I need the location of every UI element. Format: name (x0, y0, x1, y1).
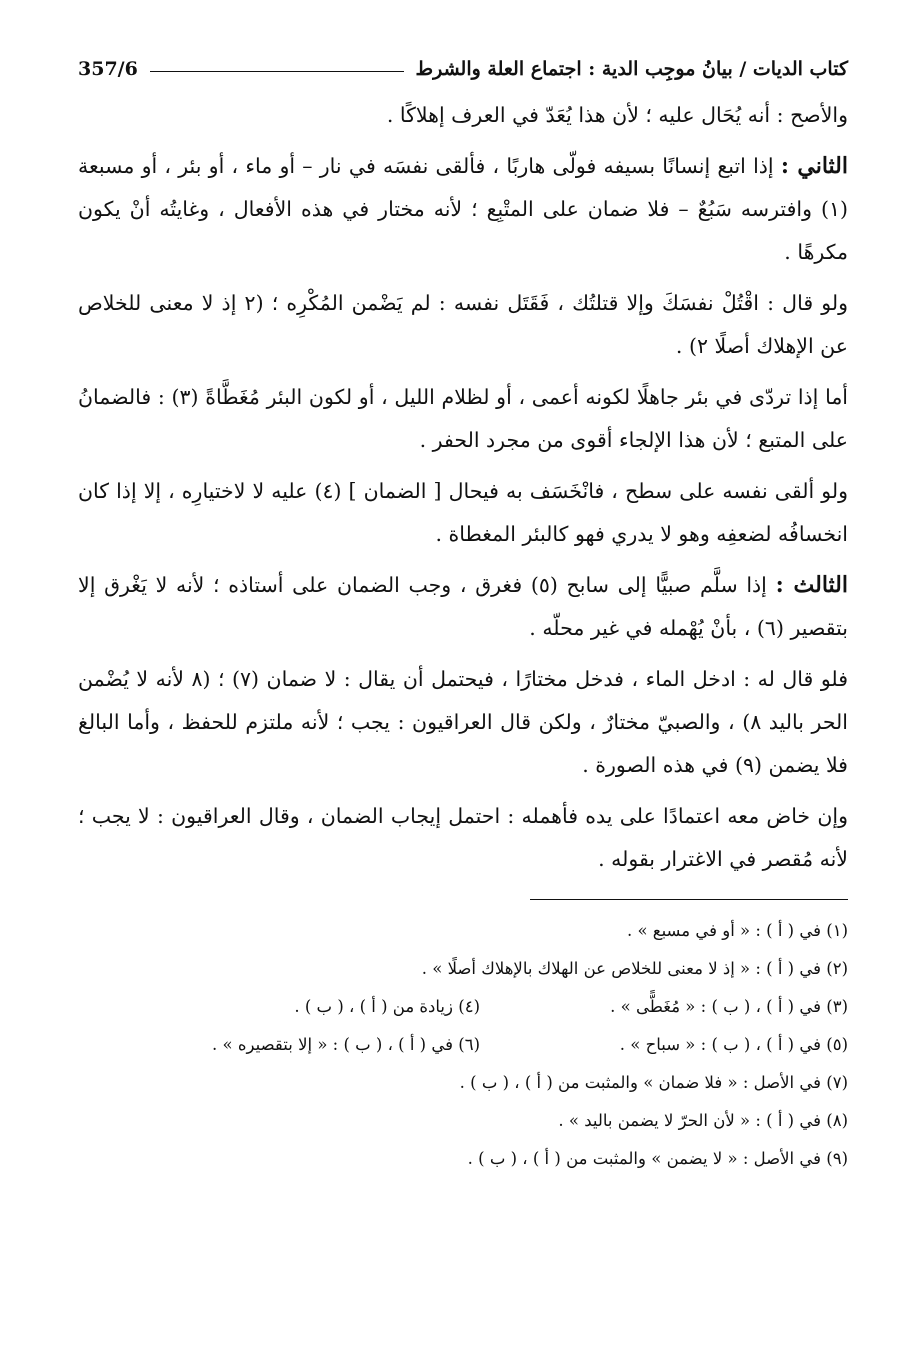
paragraph-text: إذا اتبع إنسانًا بسيفه فولّى هاربًا ، فألقى نفسَه في نار – أو ماء ، أو بئر ، أو مسبعة (١) وافترسه سَبُعٌ – فلا ضمان على المتْبِع ؛ لأنه مختار في هذه الأفعال ، وغايتُه أنْ يكون مكرهًا . (78, 154, 848, 264)
footnote-rule (530, 899, 848, 900)
section-lead: الثالث : (775, 572, 848, 598)
footnote-row (78, 988, 848, 1026)
footnotes (78, 912, 848, 1178)
paragraph-7 (78, 658, 848, 787)
paragraph-text: ولو ألقى نفسه على سطح ، فانْخَسَف به فيحال [ الضمان ] (٤) عليه لا لاختيارِه ، إلا إذا كان انخسافُه لضعفِه وهو لا يدري فهو كالبئر المغطاة . (78, 479, 848, 546)
paragraph-text: فلو قال له : ادخل الماء ، فدخل مختارًا ، فيحتمل أن يقال : لا ضمان (٧) ؛ (٨ لأنه لا يُضْمن الحر باليد ٨) ، والصبيّ مختارٌ ، ولكن قال العراقيون : يجب ؛ لأنه ملتزم للحفظ ، وأما البالغ فلا يضمن (٩) في هذه الصورة . (78, 667, 848, 777)
section-lead: الثاني : (780, 153, 848, 179)
body-text (78, 94, 848, 881)
footnote-row (78, 1026, 848, 1064)
header-title: كتاب الديات / بيانُ موجِب الدية : اجتماع العلة والشرط (415, 58, 848, 80)
paragraph-5 (78, 470, 848, 556)
paragraph-8 (78, 795, 848, 881)
footnote-9: (٩) في الأصل : « لا يضمن » والمثبت من ( أ ) ، ( ب ) . (467, 1149, 848, 1168)
header-rule (150, 71, 404, 72)
paragraph-text: إذا سلَّم صبيًّا إلى سابح (٥) فغرق ، وجب الضمان على أستاذه ؛ لأنه لا يَغْرق إلا بتقصير (٦) ، بأنْ يُهْمله في غير محلّه . (78, 573, 848, 640)
footnote-2: (٢) في ( أ ) : « إذ لا معنى للخلاص عن الهلاك بالإهلاك أصلًا » . (421, 959, 848, 978)
footnote-8: (٨) في ( أ ) : « لأن الحرّ لا يضمن باليد » . (558, 1111, 848, 1130)
footnote-4: (٤) زيادة من ( أ ) ، ( ب ) . (294, 997, 480, 1016)
paragraph-2 (78, 145, 848, 274)
footnote-3: (٣) في ( أ ) ، ( ب ) : « مُغَطًّى » . (610, 997, 848, 1016)
page (78, 52, 848, 1178)
paragraph-6 (78, 564, 848, 650)
paragraph-4 (78, 376, 848, 462)
footnote-5: (٥) في ( أ ) ، ( ب ) : « سباح » . (619, 1035, 848, 1054)
paragraph-text: وإن خاض معه اعتمادًا على يده فأهمله : احتمل إيجاب الضمان ، وقال العراقيون : لا يجب ؛ لأنه مُقصر في الاغترار بقوله . (78, 804, 848, 871)
footnote-7: (٧) في الأصل : « فلا ضمان » والمثبت من ( أ ) ، ( ب ) . (459, 1073, 848, 1092)
paragraph-text: ولو قال : اقْتُلْ نفسَكَ وإلا قتلتُك ، فَقَتَل نفسه : لم يَضْمن المُكْرِه ؛ (٢ إذ لا معنى للخلاص عن الإهلاك أصلًا ٢) . (78, 291, 849, 358)
footnote-1: (١) في ( أ ) : « أو في مسبع » . (626, 921, 848, 940)
footnote-6: (٦) في ( أ ) ، ( ب ) : « إلا بتقصيره » . (212, 1035, 480, 1054)
paragraph-1 (78, 94, 848, 137)
running-header (78, 52, 848, 86)
paragraph-text: والأصح : أنه يُحَال عليه ؛ لأن هذا يُعَدّ في العرف إهلاكًا . (386, 103, 848, 127)
paragraph-3 (78, 282, 848, 368)
page-number: 357/6 (78, 58, 138, 80)
paragraph-text: أما إذا تردّى في بئر جاهلًا لكونه أعمى ، أو لظلام الليل ، أو لكون البئر مُغَطَّاةً (٣) : فالضمانُ على المتبع ؛ لأن هذا الإلجاء أقوى من مجرد الحفر . (78, 385, 848, 452)
